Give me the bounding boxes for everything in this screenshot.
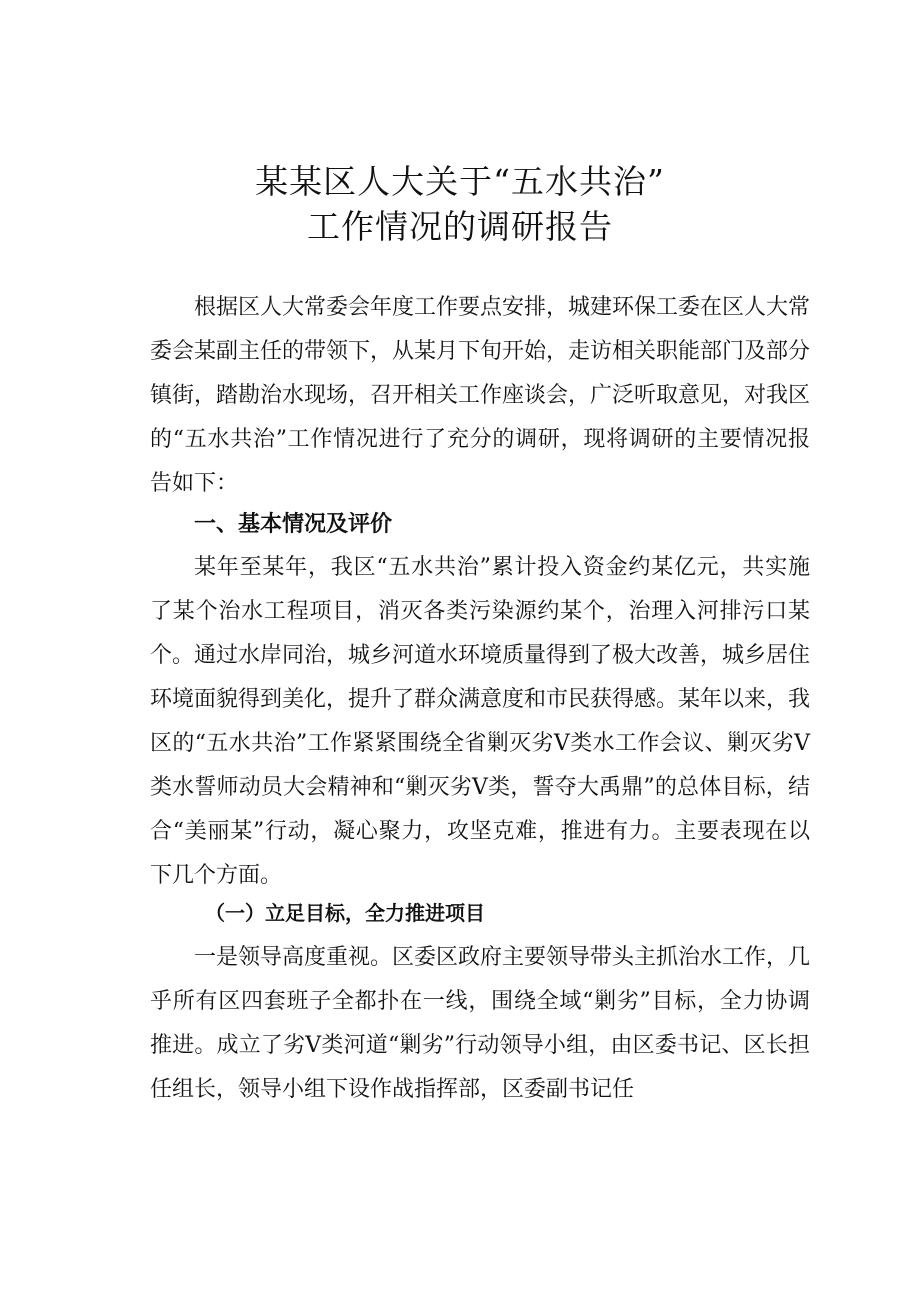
section-1-paragraph: 某年至某年，我区“五水共治”累计投入资金约某亿元，共实施了某个治水工程项目，消灭各类污染源约某个，治理入河排污口某个。通过水岸同治，城乡河道水环境质量得到了极大改善，城乡居住环境面貌得到美化，提升了群众满意度和市民获得感。某年以来，我区的“五水共治”工作紧紧围绕全省剿灭劣Ⅴ类水工作会议、剿灭劣Ⅴ类水誓师动员大会精神和“剿灭劣Ⅴ类，誓夺大禹鼎”的总体目标，结合“美丽某”行动，凝心聚力，攻坚克难，推进有力。主要表现在以下几个方面。 [150, 555, 811, 888]
subsection-1-paragraph: 一是领导高度重视。区委区政府主要领导带头主抓治水工作，几乎所有区四套班子全都扑在一线，围绕全域“剿劣”目标，全力协调推进。成立了劣Ⅴ类河道“剿劣”行动领导小组，由区委书记、区长担任组长，领导小组下设作战指挥部，区委副书记任 [150, 945, 811, 1102]
document-title-line-2: 工作情况的调研报告 [307, 207, 613, 246]
document-title-line-1: 某某区人大关于“五水共治” [255, 162, 665, 201]
intro-paragraph: 根据区人大常委会年度工作要点安排，城建环保工委在区人大常委会某副主任的带领下，从某月下旬开始，走访相关职能部门及部分镇街，踏勘治水现场，召开相关工作座谈会，广泛听取意见，对我区的“五水共治”工作情况进行了充分的调研，现将调研的主要情况报告如下： [150, 295, 811, 496]
subsection-1-heading: （一）立足目标，全力推进项目 [205, 901, 485, 925]
section-1-heading: 一、基本情况及评价 [194, 512, 393, 537]
